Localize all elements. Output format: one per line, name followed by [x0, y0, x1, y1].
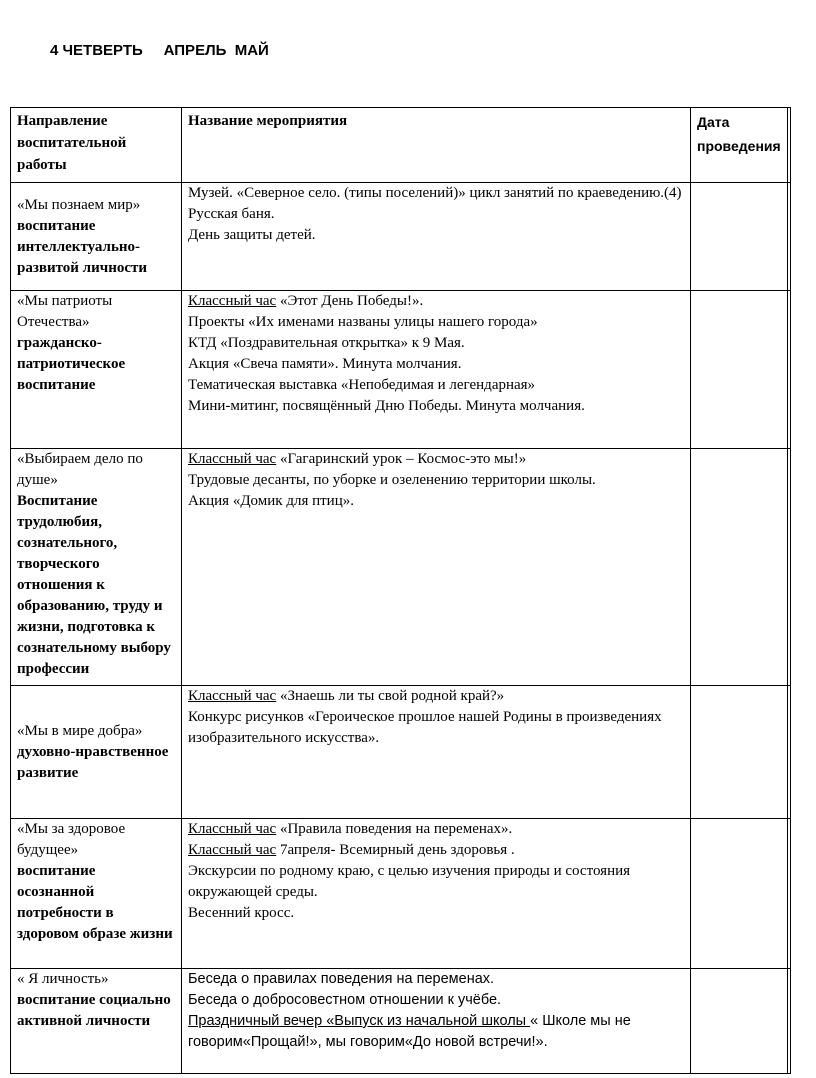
- header-direction: Направление воспитательной работы: [11, 108, 182, 183]
- event-text: Мини-митинг, посвящённый Дню Победы. Минута молчания.: [188, 398, 585, 414]
- event-text: Акция «Свеча памяти». Минута молчания.: [188, 356, 462, 372]
- event-item: [188, 969, 684, 990]
- event-item: [188, 225, 684, 246]
- table-row: [11, 686, 791, 819]
- event-text: Конкурс рисунков «Героическое прошлое нашей Родины в произведениях изобразительного искусства».: [188, 709, 662, 746]
- events-cell: [182, 291, 691, 449]
- event-text: Беседа о добросовестном отношении к учёбе.: [188, 992, 502, 1008]
- event-text: Акция «Домик для птиц».: [188, 493, 354, 509]
- event-text: «Правила поведения на переменах».: [276, 821, 513, 837]
- direction-description: духовно-нравственное развитие: [17, 743, 169, 781]
- event-text: «Гагаринский урок – Космос-это мы!»: [276, 451, 527, 467]
- direction-description: гражданско-патриотическое воспитание: [17, 335, 126, 393]
- event-type-label: Классный час: [188, 821, 277, 837]
- event-text: Весенний кросс.: [188, 905, 295, 921]
- extra-cell: [787, 291, 790, 449]
- event-item: [188, 312, 684, 333]
- event-item: [188, 291, 684, 312]
- events-cell: [182, 819, 691, 969]
- extra-cell: [787, 819, 790, 969]
- event-item: [188, 183, 684, 225]
- date-cell: [691, 183, 788, 291]
- event-item: [188, 491, 684, 512]
- direction-description: воспитание социально активной личности: [17, 992, 171, 1029]
- event-item: [188, 903, 684, 924]
- header-event-name: Название мероприятия: [182, 108, 691, 183]
- table-row: [11, 183, 791, 291]
- event-text: Беседа о правилах поведения на переменах.: [188, 971, 495, 987]
- direction-title: «Мы в мире добра»: [17, 722, 143, 739]
- event-item: [188, 840, 684, 861]
- table-header-row: [11, 108, 791, 183]
- table-row: [11, 819, 791, 969]
- direction-title: « Я личность»: [17, 971, 109, 987]
- event-text: Экскурсии по родному краю, с целью изучения природы и состояния окружающей среды.: [188, 863, 631, 900]
- event-text: «Знаешь ли ты свой родной край?»: [276, 688, 505, 704]
- date-cell: [691, 686, 788, 819]
- direction-cell: [11, 449, 182, 686]
- event-item: [188, 354, 684, 375]
- event-item: [188, 990, 684, 1011]
- event-type-label: Классный час: [188, 451, 277, 467]
- event-item: [188, 375, 684, 396]
- table-row: [11, 969, 791, 1074]
- event-text: 7апреля- Всемирный день здоровья .: [276, 842, 515, 858]
- events-cell: [182, 969, 691, 1074]
- direction-cell: [11, 819, 182, 969]
- direction-cell: [11, 183, 182, 291]
- page-title: 4 ЧЕТВЕРТЬ АПРЕЛЬ МАЙ: [50, 42, 269, 59]
- event-text: Тематическая выставка «Непобедимая и легендарная»: [188, 377, 536, 393]
- date-cell: [691, 969, 788, 1074]
- extra-cell: [787, 969, 790, 1074]
- extra-cell: [787, 183, 790, 291]
- event-item: [188, 470, 684, 491]
- event-text: Трудовые десанты, по уборке и озеленению территории школы.: [188, 472, 596, 488]
- direction-title: «Выбираем дело по душе»: [17, 451, 143, 488]
- direction-description: Воспитание трудолюбия, сознательного, творческого отношения к образованию, труду и жизни, подготовка к сознательному выбору профессии: [17, 493, 171, 677]
- event-item: [188, 686, 684, 707]
- header-date: Дата проведения: [691, 108, 788, 183]
- event-text: Музей. «Северное село. (типы поселений)» цикл занятий по краеведению.(4) Русская баня.: [188, 185, 682, 222]
- extra-cell: [787, 686, 790, 819]
- table-row: [11, 449, 791, 686]
- event-item: [188, 1011, 684, 1053]
- date-cell: [691, 291, 788, 449]
- date-cell: [691, 819, 788, 969]
- event-type-label: Классный час: [188, 688, 277, 704]
- direction-description: воспитание осознанной потребности в здоровом образе жизни: [17, 863, 173, 942]
- table-row: [11, 291, 791, 449]
- extra-cell: [787, 449, 790, 686]
- event-type-label: Классный час: [188, 842, 277, 858]
- event-item: [188, 396, 684, 417]
- header-extra-column: [787, 108, 790, 183]
- direction-cell: [11, 969, 182, 1074]
- event-type-label: Праздничный вечер «Выпуск из начальной школы: [188, 1013, 531, 1029]
- event-item: [188, 707, 684, 749]
- direction-description: воспитание интеллектуально-развитой личности: [17, 217, 148, 276]
- events-cell: [182, 183, 691, 291]
- event-item: [188, 449, 684, 470]
- event-text: Проекты «Их именами названы улицы нашего города»: [188, 314, 538, 330]
- event-text: « Школе мы не говорим«Прощай!», мы говорим«До новой встречи!».: [188, 1013, 631, 1050]
- direction-title: «Мы патриоты Отечества»: [17, 293, 113, 330]
- event-type-label: Классный час: [188, 293, 277, 309]
- direction-cell: [11, 686, 182, 819]
- event-item: [188, 333, 684, 354]
- direction-cell: [11, 291, 182, 449]
- date-cell: [691, 449, 788, 686]
- event-text: «Этот День Победы!».: [276, 293, 424, 309]
- events-cell: [182, 449, 691, 686]
- event-item: [188, 819, 684, 840]
- direction-title: «Мы познаем мир»: [17, 196, 141, 213]
- direction-title: «Мы за здоровое будущее»: [17, 821, 126, 858]
- event-text: КТД «Поздравительная открытка» к 9 Мая.: [188, 335, 465, 351]
- event-text: День защиты детей.: [188, 227, 316, 243]
- event-item: [188, 861, 684, 903]
- events-table: [10, 107, 791, 1074]
- events-cell: [182, 686, 691, 819]
